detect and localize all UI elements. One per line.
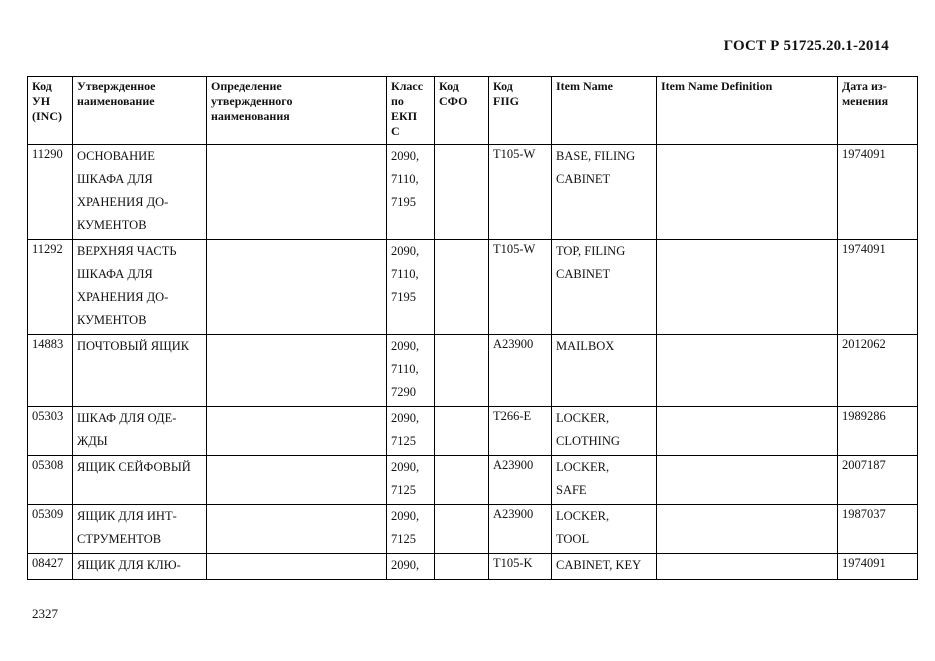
cell-fiig-code: A23900	[489, 505, 552, 554]
cell-approved-name	[73, 335, 207, 407]
header-line: Класс	[391, 79, 424, 93]
cell-change-date: 1974091	[838, 554, 918, 580]
cell-line: 7110,	[391, 362, 419, 376]
header-line: Код	[32, 79, 52, 93]
cell-fiig-code: T266-E	[489, 407, 552, 456]
cell-approved-name	[73, 554, 207, 580]
cell-line: ЖДЫ	[77, 434, 108, 448]
cell-item-name	[552, 505, 657, 554]
cell-item-name	[552, 335, 657, 407]
cell-line: 7110,	[391, 267, 419, 281]
cell-inc-code: 05303	[28, 407, 73, 456]
header-line: Код	[493, 79, 513, 93]
cell-line: 7125	[391, 532, 416, 546]
header-change-date	[838, 77, 918, 145]
header-line: СФО	[439, 94, 468, 108]
cell-class	[387, 505, 435, 554]
cell-change-date: 1974091	[838, 240, 918, 335]
header-line: Дата из-	[842, 79, 887, 93]
cell-line: ОСНОВАНИЕ	[77, 149, 155, 163]
cell-line: 2090,	[391, 460, 420, 474]
cell-approved-name	[73, 456, 207, 505]
catalog-table	[27, 76, 918, 580]
header-fiig-code	[489, 77, 552, 145]
cell-name-definition	[207, 554, 387, 580]
cell-line: ХРАНЕНИЯ ДО-	[77, 195, 169, 209]
cell-line: 7290	[391, 385, 416, 399]
cell-change-date: 2012062	[838, 335, 918, 407]
cell-item-name-definition	[657, 456, 838, 505]
table-row	[28, 335, 918, 407]
table-row	[28, 145, 918, 240]
cell-change-date: 1974091	[838, 145, 918, 240]
cell-line: ВЕРХНЯЯ ЧАСТЬ	[77, 244, 177, 258]
cell-inc-code: 11290	[28, 145, 73, 240]
cell-sfo-code	[435, 407, 489, 456]
table-row	[28, 554, 918, 580]
header-item-name	[552, 77, 657, 145]
cell-inc-code: 05308	[28, 456, 73, 505]
cell-line: ШКАФ ДЛЯ ОДЕ-	[77, 411, 177, 425]
header-approved-name	[73, 77, 207, 145]
cell-item-name-definition	[657, 554, 838, 580]
cell-line: 7195	[391, 290, 416, 304]
header-line: менения	[842, 94, 889, 108]
cell-change-date: 2007187	[838, 456, 918, 505]
cell-sfo-code	[435, 145, 489, 240]
cell-approved-name	[73, 240, 207, 335]
cell-line: 2090,	[391, 558, 420, 572]
table-body	[28, 145, 918, 580]
cell-inc-code: 08427	[28, 554, 73, 580]
cell-change-date: 1987037	[838, 505, 918, 554]
cell-fiig-code: A23900	[489, 335, 552, 407]
cell-item-name-definition	[657, 145, 838, 240]
cell-fiig-code: T105-W	[489, 240, 552, 335]
header-line: (INC)	[32, 109, 62, 123]
cell-item-name	[552, 240, 657, 335]
cell-line: CABINET	[556, 172, 611, 186]
cell-line: 7125	[391, 483, 416, 497]
cell-line: BASE, FILING	[556, 149, 636, 163]
cell-line: ШКАФА ДЛЯ	[77, 267, 153, 281]
cell-line: LOCKER,	[556, 509, 610, 523]
table-row	[28, 456, 918, 505]
cell-class	[387, 407, 435, 456]
cell-line: ЯЩИК СЕЙФОВЫЙ	[77, 460, 191, 474]
header-inc-code	[28, 77, 73, 145]
cell-line: SAFE	[556, 483, 587, 497]
cell-inc-code: 11292	[28, 240, 73, 335]
header-sfo-code	[435, 77, 489, 145]
cell-name-definition	[207, 335, 387, 407]
header-row	[28, 77, 918, 145]
cell-line: 2090,	[391, 411, 420, 425]
cell-line: 2090,	[391, 509, 420, 523]
header-line: наименования	[211, 109, 290, 123]
cell-name-definition	[207, 407, 387, 456]
cell-inc-code: 14883	[28, 335, 73, 407]
header-line: утвержденного	[211, 94, 293, 108]
cell-line: CABINET, KEY	[556, 558, 642, 572]
cell-class	[387, 554, 435, 580]
header-line: FIIG	[493, 94, 520, 108]
document-title: ГОСТ Р 51725.20.1-2014	[723, 38, 889, 54]
header-name-definition	[207, 77, 387, 145]
cell-item-name-definition	[657, 407, 838, 456]
cell-sfo-code	[435, 240, 489, 335]
cell-line: 2090,	[391, 149, 420, 163]
cell-item-name	[552, 407, 657, 456]
cell-line: 2090,	[391, 339, 420, 353]
cell-approved-name	[73, 407, 207, 456]
header-line: Код	[439, 79, 459, 93]
header-line: Определение	[211, 79, 282, 93]
cell-name-definition	[207, 240, 387, 335]
cell-class	[387, 456, 435, 505]
cell-approved-name	[73, 505, 207, 554]
cell-line: LOCKER,	[556, 411, 610, 425]
table-row	[28, 505, 918, 554]
cell-item-name	[552, 456, 657, 505]
cell-inc-code: 05309	[28, 505, 73, 554]
cell-line: 7110,	[391, 172, 419, 186]
header-line: ЕКП	[391, 109, 418, 123]
cell-line: TOOL	[556, 532, 590, 546]
header-item-name-definition	[657, 77, 838, 145]
cell-name-definition	[207, 145, 387, 240]
cell-line: TOP, FILING	[556, 244, 626, 258]
cell-item-name-definition	[657, 335, 838, 407]
cell-line: КУМЕНТОВ	[77, 218, 147, 232]
cell-line: LOCKER,	[556, 460, 610, 474]
cell-line: ПОЧТОВЫЙ ЯЩИК	[77, 339, 190, 353]
header-line: Утвержденное	[77, 79, 156, 93]
cell-line: CLOTHING	[556, 434, 620, 448]
header-line: УН	[32, 94, 51, 108]
cell-name-definition	[207, 505, 387, 554]
cell-line: MAILBOX	[556, 339, 615, 353]
table-row	[28, 407, 918, 456]
cell-item-name-definition	[657, 240, 838, 335]
cell-line: ЯЩИК ДЛЯ КЛЮ-	[77, 558, 181, 572]
cell-class	[387, 335, 435, 407]
cell-sfo-code	[435, 554, 489, 580]
header-line: по	[391, 94, 404, 108]
cell-sfo-code	[435, 456, 489, 505]
header-line: С	[391, 124, 400, 138]
cell-item-name-definition	[657, 505, 838, 554]
header-line: Item Name Definition	[661, 79, 773, 93]
cell-fiig-code: T105-K	[489, 554, 552, 580]
cell-line: ЯЩИК ДЛЯ ИНТ-	[77, 509, 177, 523]
cell-line: СТРУМЕНТОВ	[77, 532, 162, 546]
cell-line: ХРАНЕНИЯ ДО-	[77, 290, 169, 304]
cell-sfo-code	[435, 335, 489, 407]
table-row	[28, 240, 918, 335]
cell-line: CABINET	[556, 267, 611, 281]
cell-line: 7125	[391, 434, 416, 448]
cell-line: 7195	[391, 195, 416, 209]
cell-item-name	[552, 145, 657, 240]
cell-class	[387, 145, 435, 240]
cell-line: ШКАФА ДЛЯ	[77, 172, 153, 186]
header-line: наименование	[77, 94, 155, 108]
cell-line: КУМЕНТОВ	[77, 313, 147, 327]
cell-class	[387, 240, 435, 335]
cell-approved-name	[73, 145, 207, 240]
header-class	[387, 77, 435, 145]
header-line: Item Name	[556, 79, 613, 93]
page-number: 2327	[32, 606, 58, 621]
cell-sfo-code	[435, 505, 489, 554]
cell-name-definition	[207, 456, 387, 505]
cell-fiig-code: T105-W	[489, 145, 552, 240]
cell-change-date: 1989286	[838, 407, 918, 456]
cell-fiig-code: A23900	[489, 456, 552, 505]
cell-line: 2090,	[391, 244, 420, 258]
cell-item-name	[552, 554, 657, 580]
